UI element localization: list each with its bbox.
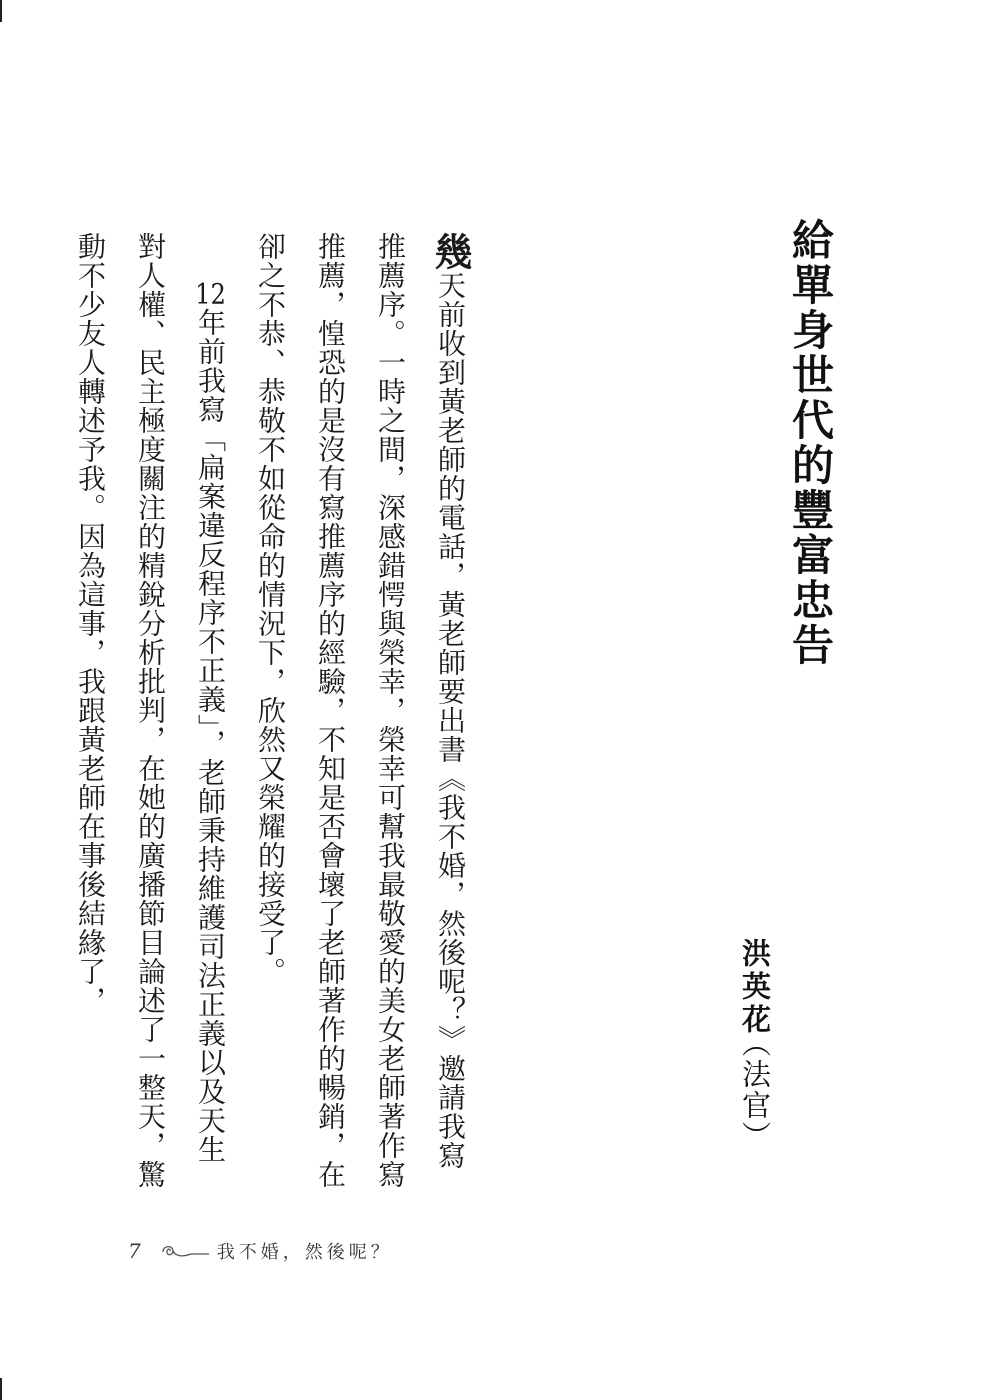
page-footer <box>128 1236 393 1266</box>
paragraph-1-text: 天前收到黃老師的電話，黃老師要出書《我不婚，然後呢？》邀請我寫推薦序。一時之間，深感錯愕與榮幸，榮幸可幫我最敬愛的美女老師著作寫推薦，惶恐的是沒有寫推薦序的經驗，不知是否會壞了老師著作的暢銷，在卻之不恭、恭敬不如從命的情況下，欣然又榮耀的接受了。 <box>254 232 467 1189</box>
paragraph-1 <box>240 232 480 1192</box>
drop-cap: 幾 <box>428 232 473 271</box>
paragraph-2-text: 年前我寫「扁案違反程序不正義」，老師秉持維護司法正義以及天生對人權、民主極度關注的精銳分析批判，在她的廣播節目論述了一整天，驚動不少友人轉述予我。因為這事，我跟黃老師在事後結緣了， <box>74 232 227 1189</box>
crop-mark-bottom <box>0 1378 2 1400</box>
author-role: （法官） <box>738 1028 772 1152</box>
running-title: 我不婚，然後呢？ <box>216 1242 393 1263</box>
paragraph-2 <box>60 232 240 1192</box>
author-name: 洪英花 <box>738 938 772 1037</box>
article-body <box>74 232 480 1192</box>
swirl-ornament-icon <box>161 1242 211 1260</box>
paragraph-2-number: 12 <box>195 279 226 308</box>
article-title: 給單身世代的豐富忠告 <box>786 218 835 668</box>
crop-mark-top <box>0 0 2 22</box>
page-number: 7 <box>128 1239 141 1263</box>
